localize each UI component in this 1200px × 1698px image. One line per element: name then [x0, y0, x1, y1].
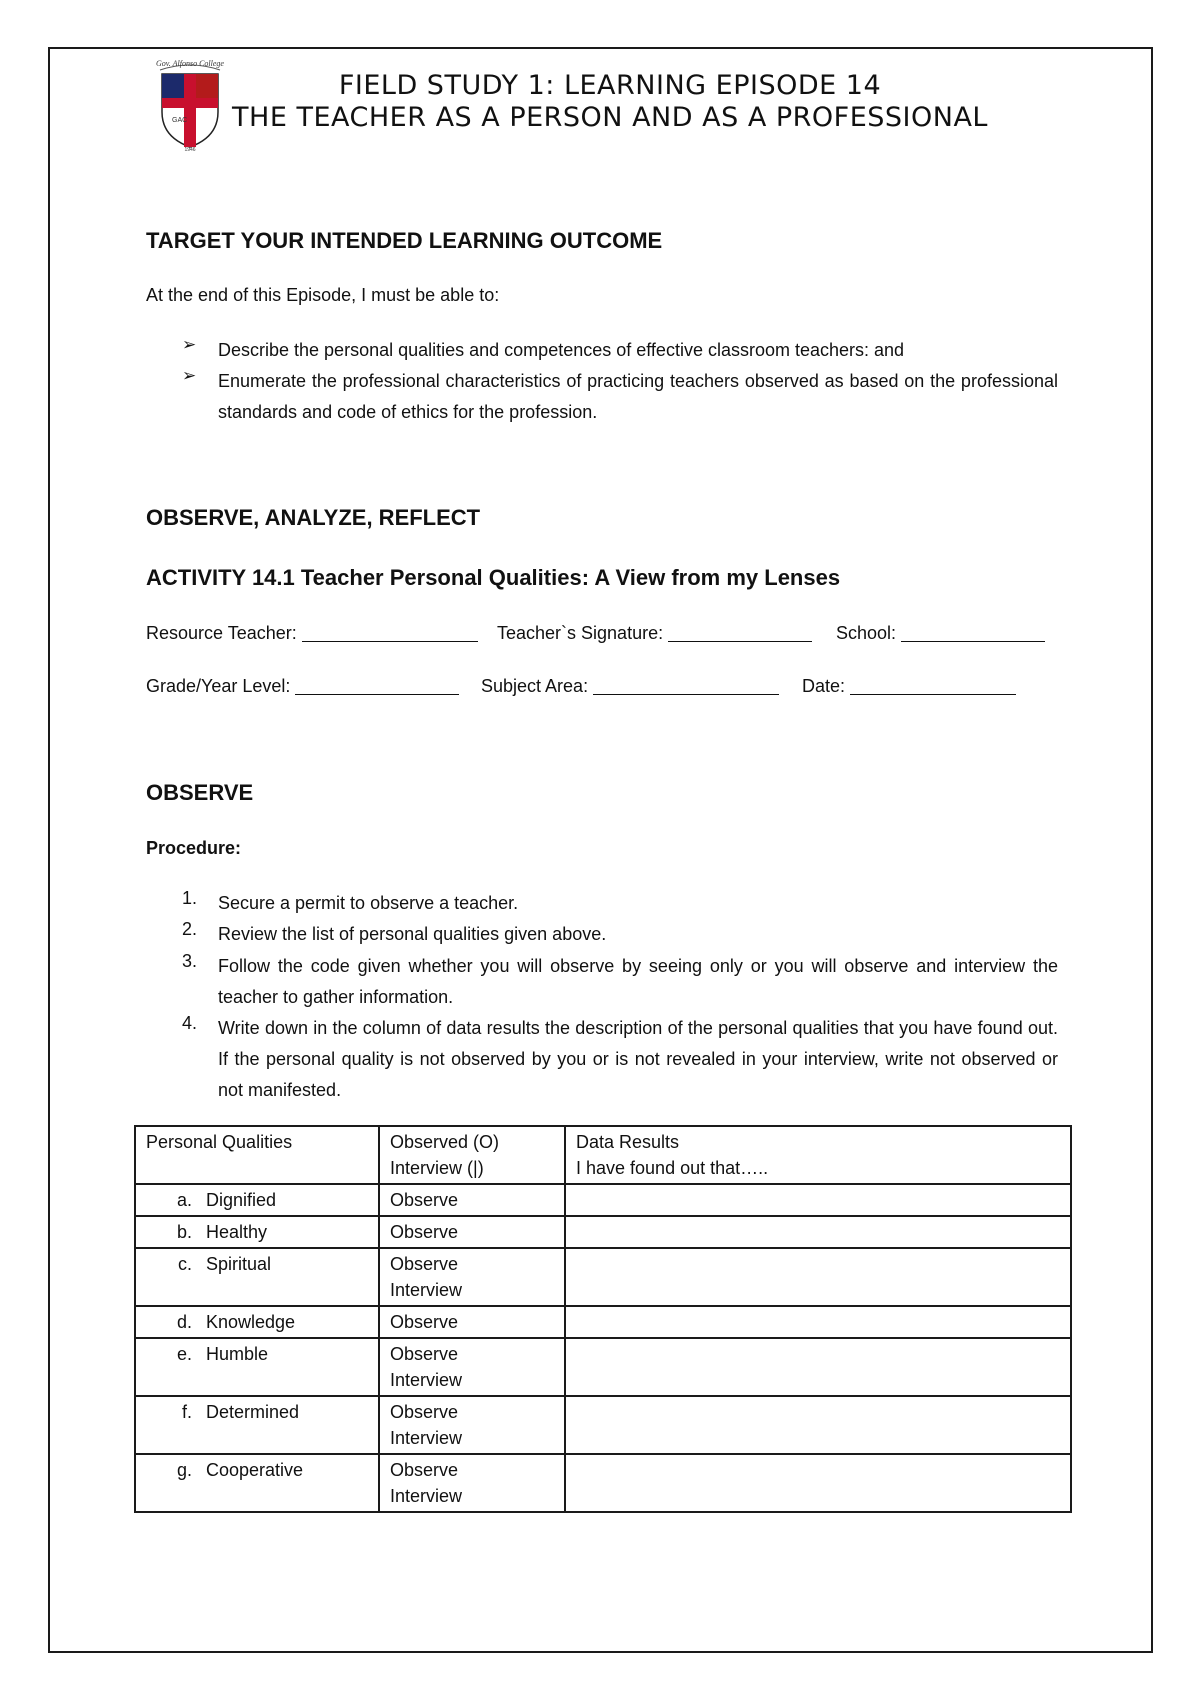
svg-text:GAC: GAC — [172, 117, 188, 124]
data-results-cell[interactable] — [565, 1248, 1071, 1306]
header-data-results: Data Results I have found out that….. — [565, 1126, 1071, 1184]
table-row: f. Determined Observe Interview — [135, 1396, 1071, 1454]
arrow-bullet-icon: ➢ — [182, 335, 197, 354]
grade-level-field[interactable]: Grade/Year Level: — [146, 676, 459, 697]
table-row: a. Dignified Observe — [135, 1184, 1071, 1216]
table-row: b. Healthy Observe — [135, 1216, 1071, 1248]
section-heading: OBSERVE, ANALYZE, REFLECT — [146, 505, 481, 530]
svg-text:1946: 1946 — [184, 147, 196, 152]
table-header-row — [135, 1126, 1071, 1184]
outcome-heading: TARGET YOUR INTENDED LEARNING OUTCOME — [146, 228, 663, 253]
table-row: e. Humble Observe Interview — [135, 1338, 1071, 1396]
header-observed-interview: Observed (O) Interview (|) — [379, 1126, 565, 1184]
arrow-bullet-icon: ➢ — [182, 366, 197, 385]
document-title-line2: THE TEACHER AS A PERSON AND AS A PROFESSIONAL — [232, 102, 988, 133]
personal-qualities-table — [134, 1125, 1072, 1513]
outcome-intro: At the end of this Episode, I must be able to: — [146, 285, 500, 305]
document-title-line1: FIELD STUDY 1: LEARNING EPISODE 14 — [338, 70, 882, 101]
table-row: g. Cooperative Observe Interview — [135, 1454, 1071, 1512]
data-results-cell[interactable] — [565, 1396, 1071, 1454]
table-row: d. Knowledge Observe — [135, 1306, 1071, 1338]
activity-title: ACTIVITY 14.1 Teacher Personal Qualities: A View from my Lenses — [146, 565, 841, 590]
school-field[interactable]: School: — [836, 623, 1045, 644]
table-row: c. Spiritual Observe Interview — [135, 1248, 1071, 1306]
subject-area-field[interactable]: Subject Area: — [481, 676, 779, 697]
observe-heading: OBSERVE — [146, 780, 254, 805]
data-results-cell[interactable] — [565, 1338, 1071, 1396]
data-results-cell[interactable] — [565, 1216, 1071, 1248]
data-results-cell[interactable] — [565, 1306, 1071, 1338]
svg-text:Gov. Alfonso College: Gov. Alfonso College — [156, 59, 224, 68]
procedure-label: Procedure: — [146, 838, 242, 858]
resource-teacher-field[interactable]: Resource Teacher: — [146, 623, 478, 644]
header-personal-qualities: Personal Qualities — [135, 1126, 379, 1184]
data-results-cell[interactable] — [565, 1454, 1071, 1512]
data-results-cell[interactable] — [565, 1184, 1071, 1216]
signature-field[interactable]: Teacher`s Signature: — [497, 623, 812, 644]
date-field[interactable]: Date: — [802, 676, 1016, 697]
